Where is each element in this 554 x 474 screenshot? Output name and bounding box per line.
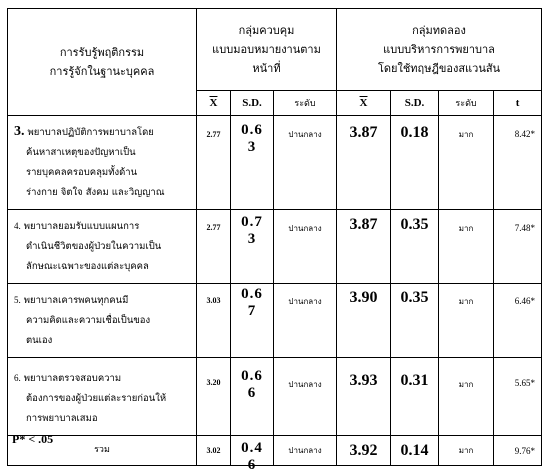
header-row bbox=[8, 9, 542, 91]
behavior-cell bbox=[8, 210, 197, 284]
header-text: แบบบริหารการพยาบาล bbox=[383, 43, 495, 56]
item-text: ต้องการของผู้ป่วยแต่ละรายก่อนให้ bbox=[26, 393, 167, 404]
header-text: การรู้จักในฐานะบุคคล bbox=[49, 65, 155, 78]
exp-sd: 0.31 bbox=[391, 358, 439, 436]
item-text: การพยาบาลเสมอ bbox=[26, 413, 98, 424]
control-level: ปานกลาง bbox=[274, 210, 337, 284]
significance-footnote: P* < .05 bbox=[12, 432, 54, 446]
control-sd bbox=[231, 358, 274, 436]
item-text: ลักษณะเฉพาะของแต่ละบุคคล bbox=[26, 261, 149, 272]
control-mean: 3.03 bbox=[197, 284, 231, 358]
exp-sd: 0.18 bbox=[391, 116, 439, 210]
sd-part: 7 bbox=[247, 303, 257, 319]
behavior-cell bbox=[8, 358, 197, 436]
exp-mean: 3.87 bbox=[337, 210, 391, 284]
table-row bbox=[8, 210, 542, 284]
control-sd bbox=[231, 210, 274, 284]
item-text: ดำเนินชีวิตของผู้ป่วยในความเป็น bbox=[26, 241, 162, 252]
item-text: ร่างกาย จิตใจ สังคม และวิญญาณ bbox=[26, 187, 165, 198]
behavior-cell bbox=[8, 284, 197, 358]
results-table bbox=[7, 8, 542, 473]
t-value: 5.65* bbox=[494, 358, 542, 436]
sd-part: 0.6 bbox=[241, 368, 263, 384]
item-text: พยาบาลยอมรับแบบแผนการ bbox=[23, 221, 140, 232]
item-number: 4. bbox=[14, 221, 21, 231]
item-number: 5. bbox=[14, 295, 21, 305]
control-mean: 3.02 bbox=[197, 436, 231, 466]
exp-level: มาก bbox=[439, 116, 494, 210]
control-mean: 2.77 bbox=[197, 210, 231, 284]
sd-part: 0.7 bbox=[241, 214, 263, 230]
item-text: ตนเอง bbox=[26, 335, 53, 346]
exp-level: มาก bbox=[439, 210, 494, 284]
header-text: แบบมอบหมายงานตาม bbox=[212, 43, 321, 56]
control-group-header bbox=[197, 9, 337, 91]
exp-sd: 0.35 bbox=[391, 210, 439, 284]
header-text: โดยใช้ทฤษฎีของสแวนสัน bbox=[377, 62, 501, 75]
sd-part: 3 bbox=[247, 139, 257, 155]
control-mean: 2.77 bbox=[197, 116, 231, 210]
sd-part: 6 bbox=[247, 457, 257, 473]
item-text: ค้นหาสาเหตุของปัญหาเป็น bbox=[26, 147, 136, 158]
item-text: รายบุคคลครอบคลุมทั้งด้าน bbox=[26, 167, 138, 178]
exp-sd: 0.35 bbox=[391, 284, 439, 358]
exp-mean: 3.93 bbox=[337, 358, 391, 436]
x-header bbox=[197, 91, 231, 116]
total-row bbox=[8, 436, 542, 466]
header-text: การรับรู้พฤติกรรม bbox=[59, 46, 145, 59]
x-label: $\overline{X}$ bbox=[359, 97, 368, 109]
control-level: ปานกลาง bbox=[274, 284, 337, 358]
x-header bbox=[337, 91, 391, 116]
item-text: พยาบาลตรวจสอบความ bbox=[23, 373, 122, 384]
header-text: กลุ่มทดลอง bbox=[412, 24, 466, 37]
exp-level: มาก bbox=[439, 436, 494, 466]
table-row bbox=[8, 116, 542, 210]
header-text: กลุ่มควบคุม bbox=[238, 24, 295, 37]
t-value: 9.76* bbox=[494, 436, 542, 466]
header-text: หน้าที่ bbox=[252, 62, 281, 75]
control-level: ปานกลาง bbox=[274, 358, 337, 436]
exp-level: มาก bbox=[439, 358, 494, 436]
sd-header: S.D. bbox=[391, 91, 439, 116]
sd-part: 3 bbox=[247, 231, 257, 247]
table-row bbox=[8, 284, 542, 358]
exp-mean: 3.92 bbox=[337, 436, 391, 466]
control-level: ปานกลาง bbox=[274, 436, 337, 466]
exp-mean: 3.87 bbox=[337, 116, 391, 210]
t-value: 7.48* bbox=[494, 210, 542, 284]
item-text: พยาบาลปฏิบัติการพยาบาลโดย bbox=[27, 127, 154, 138]
sd-part: 6 bbox=[247, 385, 257, 401]
control-sd bbox=[231, 116, 274, 210]
t-value: 8.42* bbox=[494, 116, 542, 210]
control-level: ปานกลาง bbox=[274, 116, 337, 210]
item-number: 6. bbox=[14, 373, 21, 383]
item-text: พยาบาลเคารพคนทุกคนมี bbox=[23, 295, 129, 306]
table-row bbox=[8, 358, 542, 436]
level-header: ระดับ bbox=[439, 91, 494, 116]
t-value: 6.46* bbox=[494, 284, 542, 358]
control-sd bbox=[231, 436, 274, 473]
experimental-group-header bbox=[337, 9, 542, 91]
sd-part: 0.6 bbox=[241, 122, 263, 138]
level-header: ระดับ bbox=[274, 91, 337, 116]
sd-part: 0.4 bbox=[241, 440, 263, 456]
t-header: t bbox=[494, 91, 542, 116]
exp-mean: 3.90 bbox=[337, 284, 391, 358]
behavior-cell bbox=[8, 116, 197, 210]
control-sd bbox=[231, 284, 274, 358]
exp-sd: 0.14 bbox=[391, 436, 439, 466]
total-label: รวม bbox=[8, 436, 197, 466]
item-number: 3. bbox=[14, 124, 25, 139]
item-text: ความคิดและความเชื่อเป็นของ bbox=[26, 315, 151, 326]
exp-level: มาก bbox=[439, 284, 494, 358]
behavior-header bbox=[8, 9, 197, 116]
x-label: $\overline{X}$ bbox=[209, 97, 218, 109]
sd-part: 0.6 bbox=[241, 286, 263, 302]
sd-header: S.D. bbox=[231, 91, 274, 116]
control-mean: 3.20 bbox=[197, 358, 231, 436]
